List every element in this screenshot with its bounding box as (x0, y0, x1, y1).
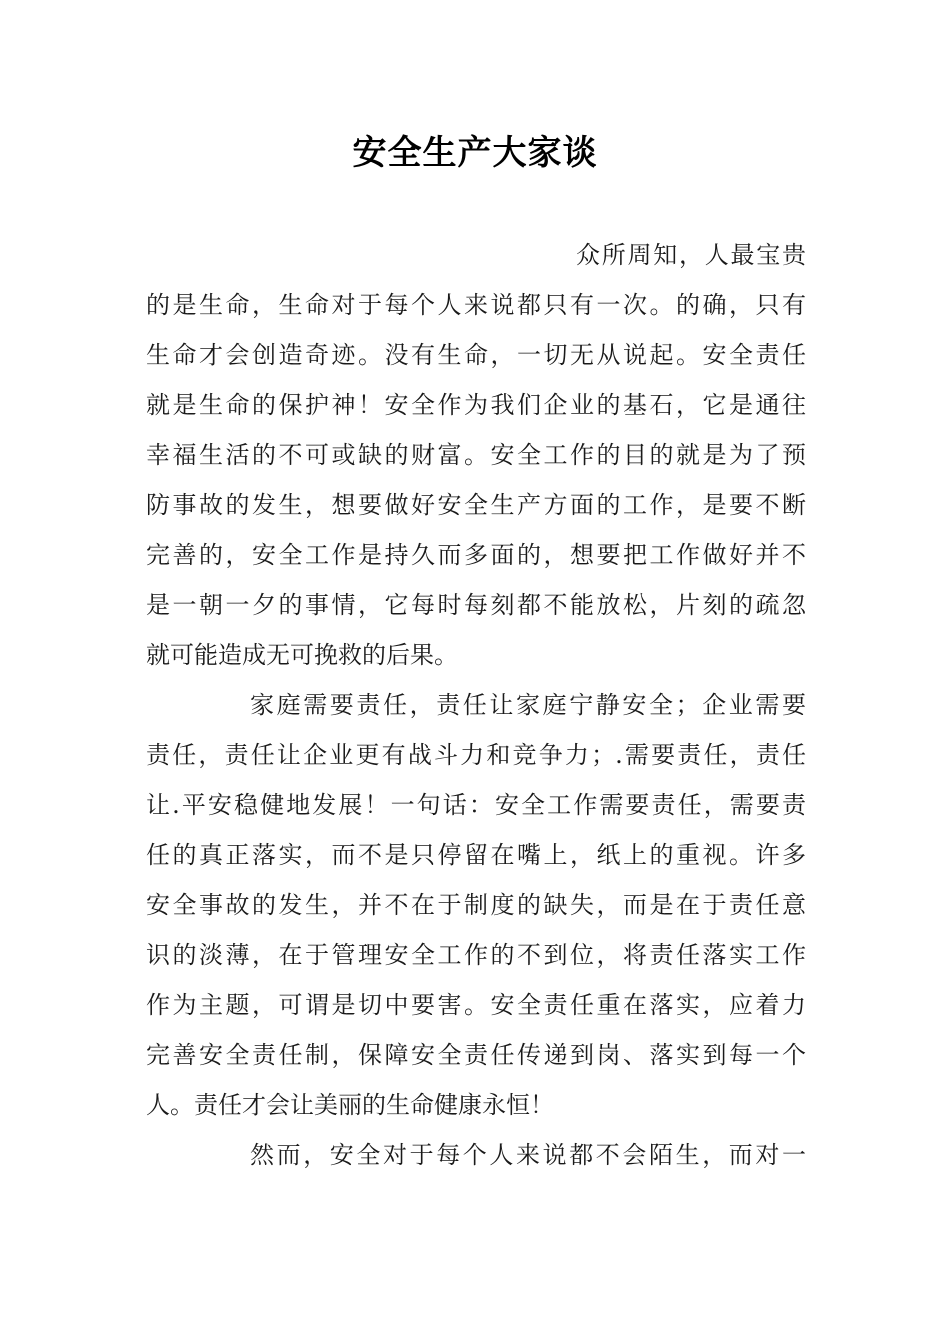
paragraph-2-line-5: 安全事故的发生，并不在于制度的缺失，而是在于责任意 (146, 891, 806, 919)
document-title: 安全生产大家谈 (352, 133, 598, 173)
paragraph-1-line-1: 众所周知，人最宝贵 (576, 241, 806, 269)
paragraph-1-line-3: 生命才会创造奇迹。没有生命，一切无从说起。安全责任 (146, 341, 806, 369)
paragraph-2-line-7: 作为主题，可谓是切中要害。安全责任重在落实，应着力 (146, 991, 806, 1019)
paragraph-1-line-5: 幸福生活的不可或缺的财富。安全工作的目的就是为了预 (146, 441, 806, 469)
paragraph-1-line-8: 是一朝一夕的事情，它每时每刻都不能放松，片刻的疏忽 (146, 591, 806, 619)
paragraph-3-line-1: 然而，安全对于每个人来说都不会陌生，而对一 (250, 1141, 806, 1169)
paragraph-2-line-8: 完善安全责任制，保障安全责任传递到岗、落实到每一个 (146, 1041, 806, 1069)
paragraph-2-line-3: 让.平安稳健地发展！一句话：安全工作需要责任，需要责 (146, 791, 806, 819)
paragraph-2-line-6: 识的淡薄，在于管理安全工作的不到位，将责任落实工作 (146, 941, 806, 969)
paragraph-1-line-9: 就可能造成无可挽救的后果。 (146, 641, 458, 669)
paragraph-2-line-9: 人。责任才会让美丽的生命健康永恒！ (146, 1091, 554, 1119)
paragraph-1-line-7: 完善的，安全工作是持久而多面的，想要把工作做好并不 (146, 541, 806, 569)
paragraph-1-line-4: 就是生命的保护神！安全作为我们企业的基石，它是通往 (146, 391, 806, 419)
paragraph-2-line-2: 责任，责任让企业更有战斗力和竞争力；.需要责任，责任 (146, 741, 806, 769)
paragraph-1-line-2: 的是生命，生命对于每个人来说都只有一次。的确，只有 (146, 291, 806, 319)
paragraph-1-line-6: 防事故的发生，想要做好安全生产方面的工作，是要不断 (146, 491, 806, 519)
paragraph-2-line-1: 家庭需要责任，责任让家庭宁静安全；企业需要 (250, 691, 806, 719)
document-body (146, 230, 806, 1180)
paragraph-2-line-4: 任的真正落实，而不是只停留在嘴上，纸上的重视。许多 (146, 841, 806, 869)
